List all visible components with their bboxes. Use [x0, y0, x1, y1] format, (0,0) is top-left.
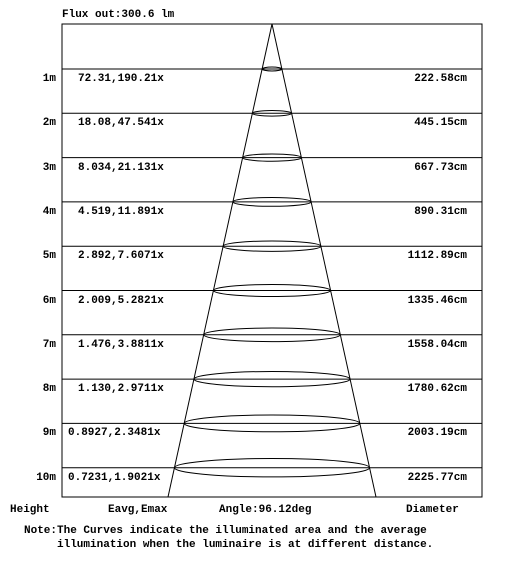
note-text [24, 524, 433, 552]
row-eavg-emax-value: 1.130,2.9711x [78, 383, 164, 396]
diameter-label: Diameter [406, 504, 459, 516]
row-eavg-emax-value: 72.31,190.21x [78, 73, 164, 85]
row-height-label: 10m [36, 471, 56, 484]
row-diameter-value: 1780.62cm [407, 383, 467, 396]
row-diameter-value: 890.31cm [414, 205, 467, 218]
eavg-emax-label: Eavg,Emax [108, 504, 168, 516]
flux-out-title: Flux out:300.6 lm [62, 9, 175, 21]
row-height-label: 5m [42, 250, 56, 263]
row-eavg-emax-value: 0.7231,1.9021x [68, 471, 161, 484]
row-eavg-emax-value: 2.009,5.2821x [78, 294, 164, 307]
row-eavg-emax-value: 8.034,21.131x [78, 161, 164, 174]
beam-right-edge [272, 24, 376, 497]
row-eavg-emax-value: 0.8927,2.3481x [68, 427, 161, 440]
row-eavg-emax-value: 4.519,11.891x [78, 205, 164, 218]
row-height-label: 9m [42, 427, 56, 440]
row-height-label: 7m [42, 338, 56, 351]
row-diameter-value: 2003.19cm [407, 427, 467, 440]
row-eavg-emax-value: 2.892,7.6071x [78, 250, 164, 263]
beam-left-edge [168, 24, 272, 497]
height-label: Height [10, 504, 50, 516]
row-diameter-value: 1558.04cm [407, 338, 467, 351]
note-line-2: illumination when the luminaire is at different distance. [24, 539, 434, 551]
row-diameter-value: 2225.77cm [407, 471, 467, 484]
row-height-label: 1m [42, 73, 56, 85]
row-height-label: 2m [42, 117, 56, 130]
row-height-label: 3m [42, 161, 56, 174]
row-diameter-value: 445.15cm [414, 117, 467, 130]
angle-label: Angle:96.12deg [219, 504, 312, 516]
row-height-label: 8m [42, 383, 56, 396]
row-height-label: 4m [42, 205, 56, 218]
row-diameter-value: 1335.46cm [407, 294, 467, 307]
row-diameter-value: 667.73cm [414, 161, 467, 174]
row-eavg-emax-value: 1.476,3.8811x [78, 338, 164, 351]
row-eavg-emax-value: 18.08,47.541x [78, 117, 164, 130]
row-height-label: 6m [42, 294, 56, 307]
row-diameter-value: 222.58cm [414, 73, 467, 85]
note-line-1: Note:The Curves indicate the illuminated area and the average [24, 525, 427, 537]
row-diameter-value: 1112.89cm [407, 250, 467, 263]
